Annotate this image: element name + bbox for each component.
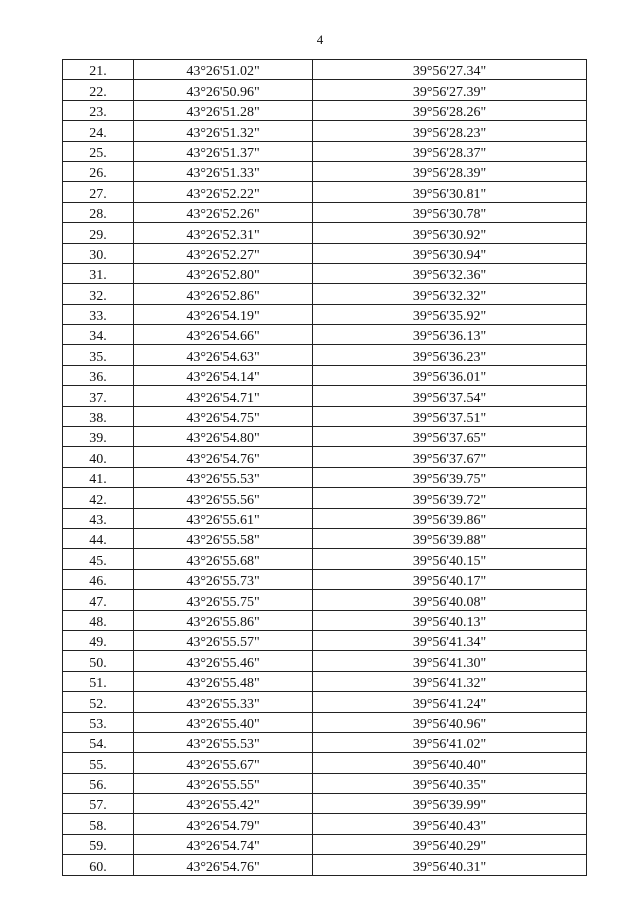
table-row [63,549,587,569]
latitude-cell: 43°26'55.48" [134,671,313,691]
point-number-cell: 46. [63,569,134,589]
longitude-cell: 39°56'40.31" [313,855,587,875]
longitude-cell: 39°56'30.81" [313,182,587,202]
table-row [63,855,587,875]
table-row [63,590,587,610]
longitude-cell: 39°56'39.72" [313,488,587,508]
point-number-cell: 31. [63,263,134,283]
longitude-cell: 39°56'39.75" [313,467,587,487]
point-number-cell: 42. [63,488,134,508]
table-row [63,488,587,508]
table-row [63,161,587,181]
latitude-cell: 43°26'54.75" [134,406,313,426]
latitude-cell: 43°26'55.53" [134,467,313,487]
longitude-cell: 39°56'41.34" [313,630,587,650]
latitude-cell: 43°26'55.73" [134,569,313,589]
point-number-cell: 44. [63,528,134,548]
latitude-cell: 43°26'55.33" [134,692,313,712]
latitude-cell: 43°26'54.76" [134,447,313,467]
longitude-cell: 39°56'40.43" [313,814,587,834]
longitude-cell: 39°56'41.02" [313,732,587,752]
point-number-cell: 48. [63,610,134,630]
latitude-cell: 43°26'55.58" [134,528,313,548]
longitude-cell: 39°56'28.37" [313,141,587,161]
table-row [63,692,587,712]
point-number-cell: 30. [63,243,134,263]
table-row [63,569,587,589]
latitude-cell: 43°26'55.40" [134,712,313,732]
table-row [63,100,587,120]
table-row [63,834,587,854]
coordinates-table [62,59,587,876]
longitude-cell: 39°56'36.01" [313,365,587,385]
point-number-cell: 53. [63,712,134,732]
table-row [63,406,587,426]
point-number-cell: 37. [63,386,134,406]
latitude-cell: 43°26'55.42" [134,794,313,814]
longitude-cell: 39°56'40.40" [313,753,587,773]
point-number-cell: 49. [63,630,134,650]
table-row [63,243,587,263]
latitude-cell: 43°26'51.33" [134,161,313,181]
point-number-cell: 40. [63,447,134,467]
point-number-cell: 56. [63,773,134,793]
point-number-cell: 35. [63,345,134,365]
point-number-cell: 45. [63,549,134,569]
point-number-cell: 50. [63,651,134,671]
longitude-cell: 39°56'41.32" [313,671,587,691]
table-row [63,386,587,406]
table-row [63,753,587,773]
longitude-cell: 39°56'39.86" [313,508,587,528]
longitude-cell: 39°56'27.39" [313,80,587,100]
table-row [63,325,587,345]
table-row [63,814,587,834]
table-row [63,121,587,141]
latitude-cell: 43°26'52.27" [134,243,313,263]
latitude-cell: 43°26'54.19" [134,304,313,324]
longitude-cell: 39°56'28.39" [313,161,587,181]
point-number-cell: 41. [63,467,134,487]
table-row [63,467,587,487]
table-row [63,141,587,161]
longitude-cell: 39°56'28.23" [313,121,587,141]
point-number-cell: 47. [63,590,134,610]
latitude-cell: 43°26'52.31" [134,223,313,243]
table-row [63,651,587,671]
latitude-cell: 43°26'55.68" [134,549,313,569]
longitude-cell: 39°56'40.29" [313,834,587,854]
latitude-cell: 43°26'52.86" [134,284,313,304]
table-row [63,712,587,732]
table-row [63,223,587,243]
longitude-cell: 39°56'37.67" [313,447,587,467]
table-row [63,304,587,324]
latitude-cell: 43°26'55.86" [134,610,313,630]
latitude-cell: 43°26'55.53" [134,732,313,752]
latitude-cell: 43°26'52.22" [134,182,313,202]
latitude-cell: 43°26'52.26" [134,202,313,222]
point-number-cell: 25. [63,141,134,161]
longitude-cell: 39°56'35.92" [313,304,587,324]
latitude-cell: 43°26'52.80" [134,263,313,283]
latitude-cell: 43°26'54.71" [134,386,313,406]
table-row [63,80,587,100]
longitude-cell: 39°56'37.54" [313,386,587,406]
latitude-cell: 43°26'55.61" [134,508,313,528]
table-row [63,630,587,650]
latitude-cell: 43°26'55.67" [134,753,313,773]
point-number-cell: 24. [63,121,134,141]
table-row [63,427,587,447]
point-number-cell: 23. [63,100,134,120]
longitude-cell: 39°56'41.24" [313,692,587,712]
table-row [63,773,587,793]
coordinates-table-body [63,60,587,876]
table-row [63,794,587,814]
point-number-cell: 29. [63,223,134,243]
latitude-cell: 43°26'55.46" [134,651,313,671]
latitude-cell: 43°26'55.56" [134,488,313,508]
longitude-cell: 39°56'36.23" [313,345,587,365]
latitude-cell: 43°26'50.96" [134,80,313,100]
point-number-cell: 21. [63,60,134,80]
longitude-cell: 39°56'27.34" [313,60,587,80]
page-number: 4 [316,32,324,47]
longitude-cell: 39°56'30.94" [313,243,587,263]
point-number-cell: 58. [63,814,134,834]
longitude-cell: 39°56'30.78" [313,202,587,222]
table-row [63,345,587,365]
point-number-cell: 57. [63,794,134,814]
longitude-cell: 39°56'32.32" [313,284,587,304]
table-row [63,182,587,202]
point-number-cell: 52. [63,692,134,712]
latitude-cell: 43°26'55.75" [134,590,313,610]
longitude-cell: 39°56'40.08" [313,590,587,610]
point-number-cell: 34. [63,325,134,345]
longitude-cell: 39°56'39.99" [313,794,587,814]
point-number-cell: 36. [63,365,134,385]
point-number-cell: 28. [63,202,134,222]
table-row [63,284,587,304]
point-number-cell: 32. [63,284,134,304]
longitude-cell: 39°56'36.13" [313,325,587,345]
point-number-cell: 38. [63,406,134,426]
point-number-cell: 26. [63,161,134,181]
table-row [63,202,587,222]
table-row [63,732,587,752]
point-number-cell: 22. [63,80,134,100]
latitude-cell: 43°26'51.32" [134,121,313,141]
latitude-cell: 43°26'54.74" [134,834,313,854]
latitude-cell: 43°26'54.80" [134,427,313,447]
latitude-cell: 43°26'51.02" [134,60,313,80]
point-number-cell: 51. [63,671,134,691]
table-row [63,610,587,630]
longitude-cell: 39°56'30.92" [313,223,587,243]
longitude-cell: 39°56'40.35" [313,773,587,793]
point-number-cell: 39. [63,427,134,447]
latitude-cell: 43°26'54.76" [134,855,313,875]
latitude-cell: 43°26'54.66" [134,325,313,345]
latitude-cell: 43°26'51.28" [134,100,313,120]
table-row [63,447,587,467]
longitude-cell: 39°56'32.36" [313,263,587,283]
point-number-cell: 27. [63,182,134,202]
latitude-cell: 43°26'54.14" [134,365,313,385]
table-row [63,528,587,548]
latitude-cell: 43°26'55.55" [134,773,313,793]
latitude-cell: 43°26'51.37" [134,141,313,161]
point-number-cell: 43. [63,508,134,528]
point-number-cell: 60. [63,855,134,875]
longitude-cell: 39°56'41.30" [313,651,587,671]
longitude-cell: 39°56'40.15" [313,549,587,569]
point-number-cell: 55. [63,753,134,773]
point-number-cell: 59. [63,834,134,854]
latitude-cell: 43°26'54.79" [134,814,313,834]
table-row [63,263,587,283]
point-number-cell: 54. [63,732,134,752]
longitude-cell: 39°56'40.13" [313,610,587,630]
point-number-cell: 33. [63,304,134,324]
latitude-cell: 43°26'54.63" [134,345,313,365]
longitude-cell: 39°56'37.65" [313,427,587,447]
table-row [63,365,587,385]
table-row [63,508,587,528]
longitude-cell: 39°56'40.96" [313,712,587,732]
longitude-cell: 39°56'39.88" [313,528,587,548]
longitude-cell: 39°56'37.51" [313,406,587,426]
table-row [63,671,587,691]
table-row [63,60,587,80]
latitude-cell: 43°26'55.57" [134,630,313,650]
longitude-cell: 39°56'40.17" [313,569,587,589]
longitude-cell: 39°56'28.26" [313,100,587,120]
